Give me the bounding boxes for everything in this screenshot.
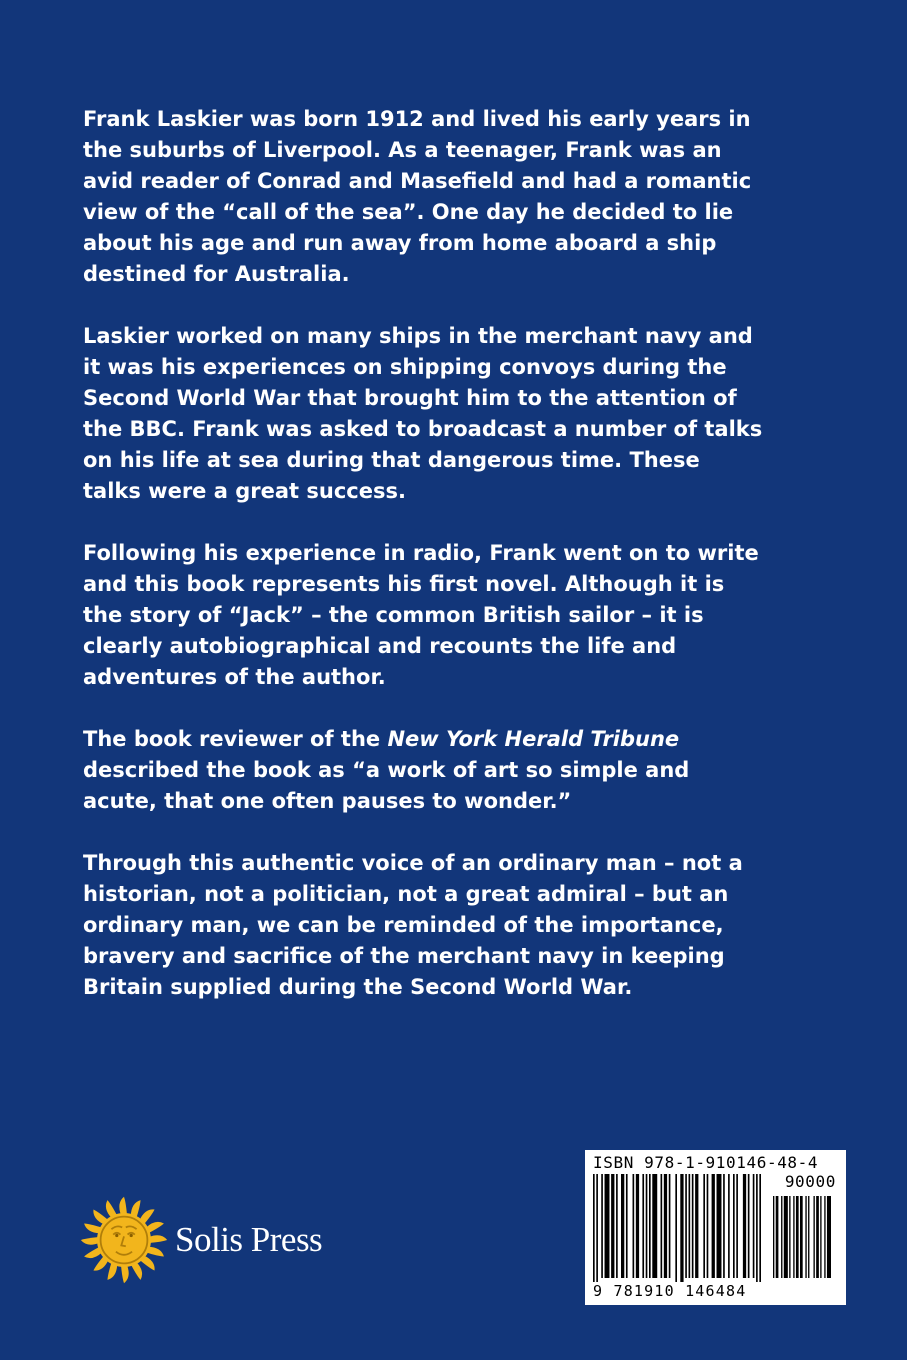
publisher-block — [79, 1187, 322, 1293]
sun-face-icon — [79, 1195, 169, 1285]
blurb-paragraph-5: Through this authentic voice of an ordinary man – not a historian, not a politician, not a great admiral – but an ordinary man, we can be reminded of the importance, bravery and sacrifice of the merchant navy in keeping Britain supplied during the Second World War. — [83, 851, 743, 999]
blurb-paragraph-4 — [83, 724, 763, 817]
review-quote: described the book as “a work of art so simple and acute, that one often pauses to wonder.” — [83, 758, 690, 813]
barcode-bars — [593, 1174, 838, 1282]
review-lead: The book reviewer of the — [83, 727, 388, 751]
blurb-paragraph-1: Frank Laskier was born 1912 and lived his early years in the suburbs of Liverpool. As a teenager, Frank was an avid reader of Conrad and Masefield and had a romantic view of the “call of the sea”. One day he decided to lie about his age and run away from home aboard a ship destined for Australia. — [83, 107, 752, 286]
isbn-label: ISBN 978-1-910146-48-4 — [593, 1153, 819, 1172]
publisher-name: Solis Press — [175, 1220, 323, 1259]
barcode-addon-digits: 90000 — [784, 1172, 836, 1191]
barcode-ean-digits: 9 781910 146484 — [593, 1282, 747, 1300]
publication-name: New York Herald Tribune — [387, 727, 680, 751]
isbn-barcode — [585, 1150, 846, 1305]
blurb-text — [83, 104, 763, 1003]
blurb-paragraph-2: Laskier worked on many ships in the merchant navy and it was his experiences on shipping convoys during the Second World War that brought him to the attention of the BBC. Frank was asked to broadcast a number of talks on his life at sea during that dangerous time. These talks were a great success. — [83, 324, 763, 503]
blurb-paragraph-3: Following his experience in radio, Frank went on to write and this book represents his first novel. Although it is the story of “Jack” – the common British sailor – it is clearly autobiographical and recounts the life and adventures of the author. — [83, 541, 759, 689]
